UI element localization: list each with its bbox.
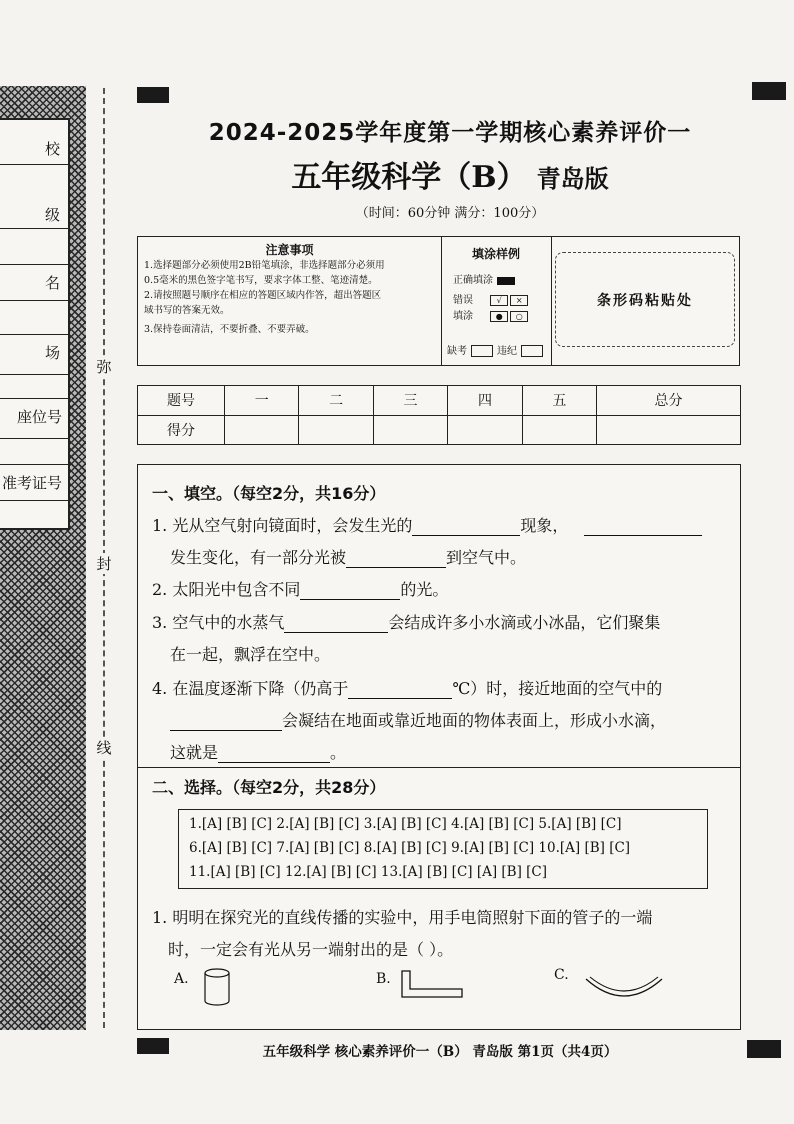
violation-label: 违纪	[497, 345, 517, 357]
exam-title: 2024-2025学年度第一学期核心素养评价一	[208, 120, 692, 146]
info-divider	[0, 300, 68, 301]
info-divider	[0, 398, 68, 399]
choice-question-1-line-2: 时，一定会有光从另一端射出的是（ ）。	[168, 940, 454, 959]
notice-item: 2.请按照题号顺序在相应的答题区域内作答，超出答题区	[144, 290, 382, 301]
q3-text: 3. 空气中的水蒸气	[152, 613, 285, 632]
q1-text: 发生变化，有一部分光被	[170, 548, 347, 567]
answer-blank[interactable]	[300, 581, 400, 600]
info-divider	[0, 374, 68, 375]
question-4-line-2	[170, 708, 666, 731]
answer-blank[interactable]	[346, 549, 446, 568]
q1-text: 1. 光从空气射向镜面时，会发生光的	[152, 516, 413, 535]
seal-char-mi: 弥	[94, 356, 114, 377]
question-3-line-2: 在一起，飘浮在空中。	[170, 645, 331, 664]
info-divider	[0, 500, 68, 501]
wrong-fill-sample-2	[453, 307, 528, 322]
check-mark-icon: √	[490, 295, 508, 306]
score-cell[interactable]	[597, 415, 741, 445]
registration-mark	[752, 82, 786, 100]
answer-blank[interactable]	[218, 744, 330, 763]
option-c-curved-tube-icon	[582, 975, 666, 1005]
absent-label: 缺考	[447, 345, 467, 357]
q4-text: ℃）时，接近地面的空气中的	[452, 679, 663, 698]
student-info-table	[0, 118, 70, 530]
question-4-line-1	[152, 676, 662, 699]
score-header-cell: 三	[373, 386, 447, 416]
score-header-cell: 五	[522, 386, 596, 416]
question-1-line-2	[170, 545, 526, 568]
fill-sample-panel	[441, 237, 552, 365]
choice-answer-row[interactable]: 11.[A] [B] [C] 12.[A] [B] [C] 13.[A] [B] [C] [A] [B] [C]	[189, 864, 548, 880]
q1-text: 现象，	[520, 516, 569, 535]
score-cell[interactable]	[448, 415, 522, 445]
option-a-tube-icon	[200, 967, 234, 1009]
registration-mark	[747, 1040, 781, 1058]
option-c-label[interactable]: C.	[554, 967, 569, 983]
filled-dot-icon: ●	[490, 311, 508, 322]
info-divider	[0, 264, 68, 265]
info-divider	[0, 164, 68, 165]
exam-room-label: 场	[44, 344, 60, 362]
notice-instructions	[138, 237, 442, 365]
absent-violation-row	[447, 342, 547, 358]
q4-text: 这就是	[170, 743, 219, 762]
edition-name: 青岛版	[536, 164, 609, 193]
question-3-line-1	[152, 610, 660, 633]
q4-text: 4. 在温度逐渐下降（仍高于	[152, 679, 349, 698]
exam-time-score: （时间：60分钟 满分：100分）	[355, 206, 545, 221]
score-value-row	[138, 415, 741, 445]
registration-mark	[137, 1038, 169, 1054]
score-cell[interactable]	[225, 415, 299, 445]
correct-fill-label: 正确填涂	[453, 275, 493, 286]
option-a-label[interactable]: A.	[174, 971, 189, 987]
barcode-area: 条形码粘贴处	[555, 252, 735, 347]
question-1-line-1	[152, 513, 702, 536]
notice-item: 1.选择题部分必须使用2B铅笔填涂，非选择题部分必须用	[144, 260, 385, 271]
school-label: 校	[44, 140, 60, 158]
wrong-fill-label: 错误	[453, 295, 473, 306]
score-row-label: 得分	[138, 415, 225, 445]
choice-answer-row[interactable]: 1.[A] [B] [C] 2.[A] [B] [C] 3.[A] [B] [C] 4.[A] [B] [C] 5.[A] [B] [C]	[189, 816, 622, 832]
notice-item: 0.5毫米的黑色签字笔书写，要求字体工整、笔迹清楚。	[144, 275, 378, 286]
q2-text: 的光。	[400, 580, 449, 599]
score-header-cell: 总分	[597, 386, 741, 416]
filled-box-icon	[497, 277, 515, 285]
wrong-fill-sample	[453, 291, 528, 306]
q3-text: 会结成许多小水滴或小冰晶，它们聚集	[388, 613, 661, 632]
info-divider	[0, 464, 68, 465]
notice-item: 域书写的答案无效。	[144, 305, 230, 316]
class-label: 级	[44, 206, 60, 224]
option-b-label[interactable]: B.	[376, 971, 391, 987]
section1-heading: 一、填空。（每空2分，共16分）	[152, 484, 386, 503]
seal-char-xian: 线	[94, 737, 114, 758]
fill-sample-title: 填涂样例	[471, 247, 520, 261]
section-divider	[138, 767, 740, 768]
answer-blank[interactable]	[170, 712, 282, 731]
score-header-cell: 题号	[138, 386, 225, 416]
score-header-row	[138, 386, 741, 416]
answer-blank[interactable]	[412, 517, 520, 536]
question-4-line-3	[170, 740, 346, 763]
seat-label: 座位号	[16, 408, 62, 426]
empty-circle-icon: ○	[510, 311, 528, 322]
info-divider	[0, 228, 68, 229]
answer-blank[interactable]	[284, 614, 388, 633]
q4-text: 。	[330, 743, 347, 762]
score-cell[interactable]	[522, 415, 596, 445]
choice-answer-grid	[178, 809, 708, 889]
seal-char-feng: 封	[94, 553, 114, 574]
name-label: 名	[44, 274, 60, 292]
page-footer: 五年级科学 核心素养评价一（B） 青岛版 第1页（共4页）	[262, 1044, 618, 1060]
answer-blank[interactable]	[348, 680, 452, 699]
violation-checkbox[interactable]	[521, 345, 543, 357]
answer-sheet-body	[137, 464, 741, 1030]
score-cell[interactable]	[373, 415, 447, 445]
info-divider	[0, 334, 68, 335]
choice-answer-row[interactable]: 6.[A] [B] [C] 7.[A] [B] [C] 8.[A] [B] [C] 9.[A] [B] [C] 10.[A] [B] [C]	[189, 840, 631, 856]
absent-checkbox[interactable]	[471, 345, 493, 357]
score-cell[interactable]	[299, 415, 373, 445]
exam-number-label: 准考证号	[1, 474, 62, 492]
score-header-cell: 四	[448, 386, 522, 416]
answer-blank[interactable]	[584, 517, 702, 536]
score-table	[137, 385, 741, 445]
score-header-cell: 二	[299, 386, 373, 416]
info-divider	[0, 438, 68, 439]
choice-question-1-line-1: 1. 明明在探究光的直线传播的实验中，用手电筒照射下面的管子的一端	[152, 908, 653, 927]
question-2	[152, 577, 448, 600]
q1-text: 到空气中。	[446, 548, 527, 567]
registration-mark	[137, 87, 169, 103]
correct-fill-sample	[453, 271, 515, 286]
option-b-bent-tube-icon	[400, 969, 466, 1001]
notice-item: 3.保持卷面清洁，不要折叠、不要弄破。	[144, 324, 315, 335]
exam-subject-title	[140, 152, 760, 196]
subject-name: 五年级科学（B）	[291, 160, 527, 195]
q4-text: 会凝结在地面或靠近地面的物体表面上，形成小水滴，	[282, 711, 667, 730]
score-header-cell: 一	[225, 386, 299, 416]
q2-text: 2. 太阳光中包含不同	[152, 580, 301, 599]
section2-heading: 二、选择。（每空2分，共28分）	[152, 778, 386, 797]
cross-mark-icon: ×	[510, 295, 528, 306]
notice-title: 注意事项	[265, 243, 314, 257]
wrong-fill-label-2: 填涂	[453, 311, 473, 322]
